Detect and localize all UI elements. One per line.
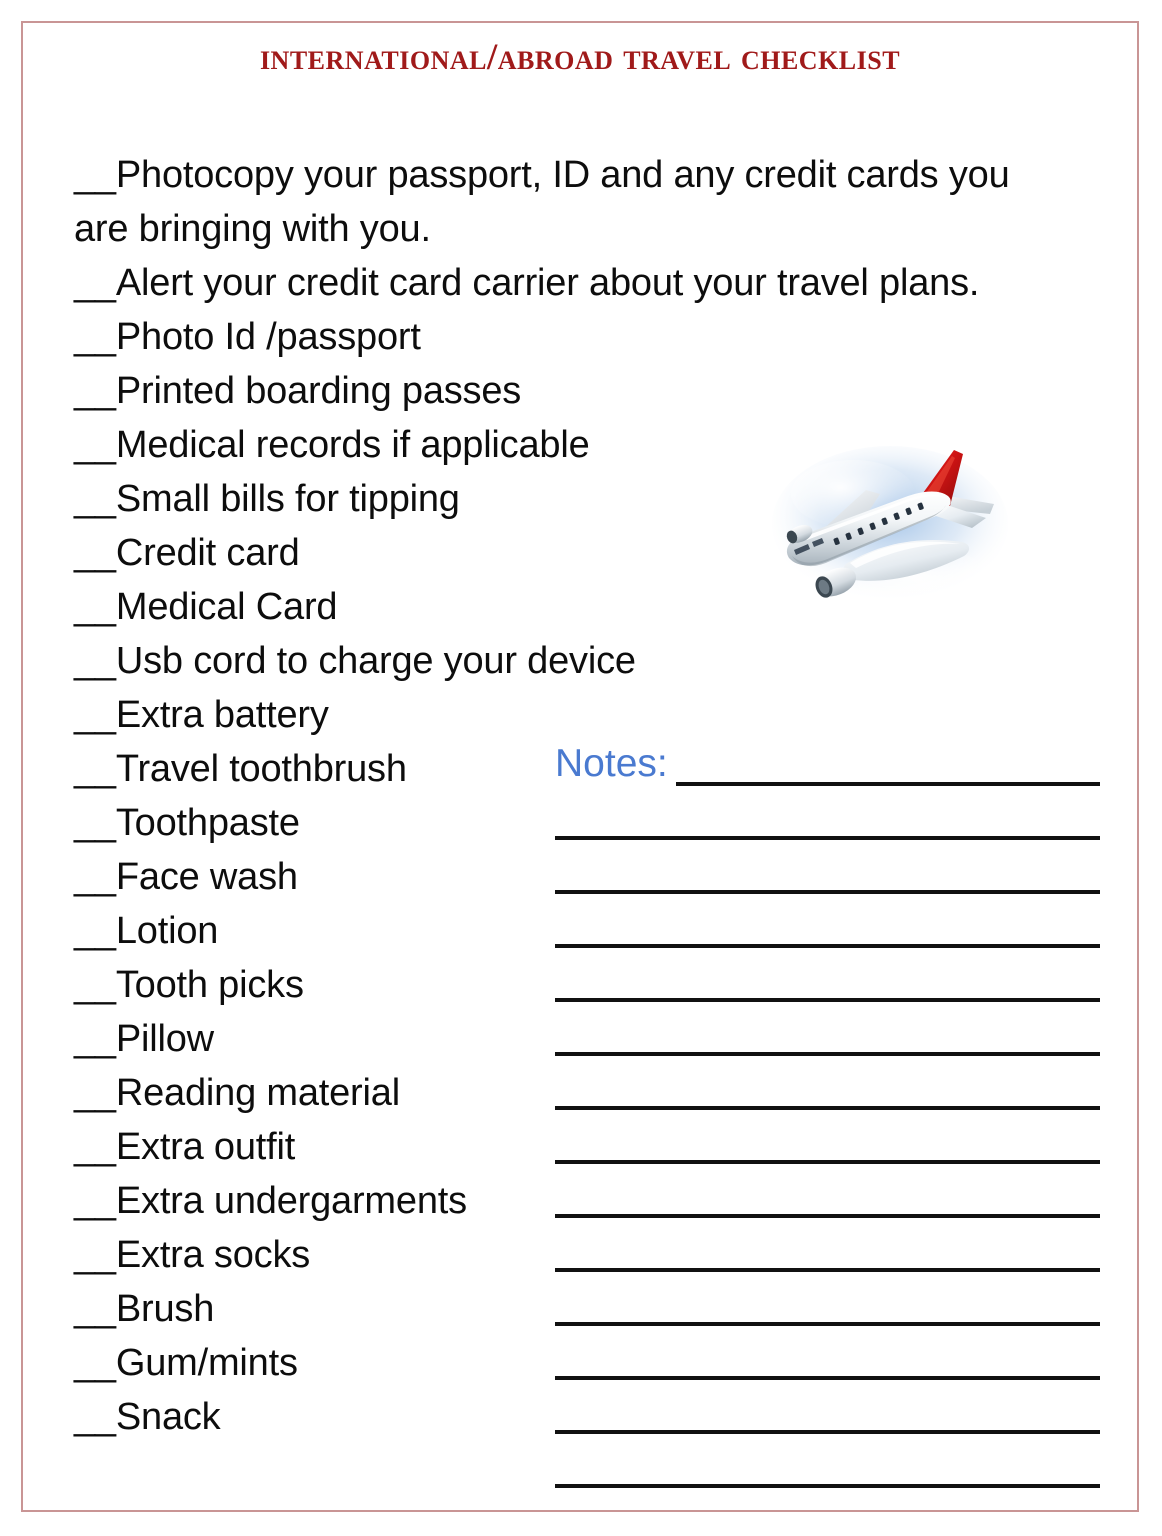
notes-write-line[interactable]	[555, 1322, 1100, 1326]
notes-line-row	[555, 1120, 1100, 1174]
notes-line-row	[555, 1444, 1100, 1498]
checklist-item[interactable]: __Toothpaste	[74, 802, 300, 844]
notes-write-line[interactable]	[555, 890, 1100, 894]
notes-line-row	[555, 850, 1100, 904]
notes-label: Notes:	[555, 742, 668, 785]
checklist-item[interactable]: __Photo Id /passport	[74, 316, 421, 358]
notes-write-line[interactable]	[555, 944, 1100, 948]
notes-write-line[interactable]	[555, 836, 1100, 840]
checklist-item[interactable]: __Alert your credit card carrier about your travel plans.	[74, 262, 980, 304]
notes-write-line[interactable]	[676, 782, 1100, 786]
notes-write-line[interactable]	[555, 1430, 1100, 1434]
checklist-item[interactable]: __Credit card	[74, 532, 300, 574]
notes-write-line[interactable]	[555, 998, 1100, 1002]
notes-write-line[interactable]	[555, 1376, 1100, 1380]
checklist-item[interactable]: __Brush	[74, 1288, 215, 1330]
checklist-item[interactable]: __Extra undergarments	[74, 1180, 467, 1222]
checklist-item[interactable]: __Face wash	[74, 856, 298, 898]
notes-write-line[interactable]	[555, 1484, 1100, 1488]
notes-write-line[interactable]	[555, 1214, 1100, 1218]
notes-line-row	[555, 1336, 1100, 1390]
checklist-item[interactable]: __Gum/mints	[74, 1342, 298, 1384]
checklist-item[interactable]: __Medical Card	[74, 586, 338, 628]
notes-line-row	[555, 1228, 1100, 1282]
checklist-item[interactable]: __Small bills for tipping	[74, 478, 460, 520]
checklist-item[interactable]: __Pillow	[74, 1018, 214, 1060]
notes-line-row	[555, 1066, 1100, 1120]
notes-write-line[interactable]	[555, 1052, 1100, 1056]
checklist-item[interactable]: __Extra socks	[74, 1234, 311, 1276]
checklist-item[interactable]: __Lotion	[74, 910, 219, 952]
checklist-item[interactable]: __Usb cord to charge your device	[74, 640, 636, 682]
notes-line-row	[555, 904, 1100, 958]
notes-write-line[interactable]	[555, 1160, 1100, 1164]
notes-write-line[interactable]	[555, 1106, 1100, 1110]
notes-line-row	[555, 1390, 1100, 1444]
notes-header-row	[555, 742, 1100, 796]
notes-line-row	[555, 1012, 1100, 1066]
checklist-item[interactable]: __Photocopy your passport, ID and any credit cards you are bringing with you.	[74, 154, 1020, 250]
notes-section	[555, 742, 1100, 1498]
page-title: international/abroad travel checklist	[259, 37, 901, 78]
checklist-item[interactable]: __Snack	[74, 1396, 221, 1438]
checklist-item[interactable]: __Medical records if applicable	[74, 424, 590, 466]
notes-line-row	[555, 1282, 1100, 1336]
checklist-item[interactable]: __Reading material	[74, 1072, 400, 1114]
checklist-item[interactable]: __Extra battery	[74, 694, 329, 736]
notes-line-row	[555, 796, 1100, 850]
checklist-item[interactable]: __Tooth picks	[74, 964, 304, 1006]
checklist-item[interactable]: __Travel toothbrush	[74, 748, 407, 790]
checklist-item[interactable]: __Printed boarding passes	[74, 370, 522, 412]
notes-line-row	[555, 1174, 1100, 1228]
notes-line-row	[555, 958, 1100, 1012]
checklist-item[interactable]: __Extra outfit	[74, 1126, 296, 1168]
notes-write-line[interactable]	[555, 1268, 1100, 1272]
